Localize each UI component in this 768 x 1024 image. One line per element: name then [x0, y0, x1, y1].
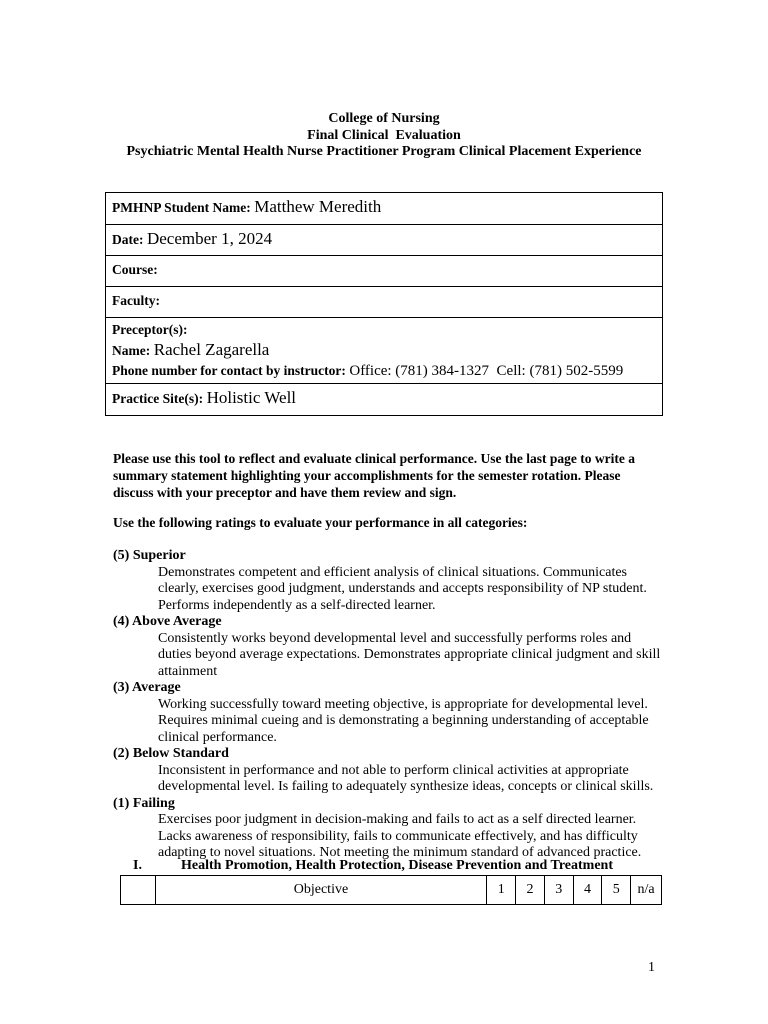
rating-description-line: Lacks awareness of responsibility, fails to communicate effectively, and has difficulty — [158, 828, 638, 844]
rating-item — [113, 614, 665, 680]
student-name-row — [106, 193, 663, 225]
rating-heading: (4) Above Average — [113, 614, 222, 629]
objective-table — [120, 875, 662, 905]
instructions-paragraph: Please use this tool to reflect and evaluate clinical performance. Use the last page to write a summary statement highlighting your accomplishments for the semester rotation. Please discuss with your preceptor and have them review and sign. — [113, 451, 636, 500]
practice-site-value: Holistic Well — [206, 388, 297, 408]
rating-description — [113, 812, 665, 862]
rating-na-header: n/a — [631, 876, 662, 905]
student-name-value: Matthew Meredith — [254, 197, 382, 217]
section-title: Health Promotion, Health Protection, Disease Prevention and Treatment — [181, 858, 614, 873]
rating-item — [113, 796, 665, 862]
rating-description-line: adapting to novel situations. Not meeting the minimum standard of advanced practice. — [158, 845, 642, 860]
document-header — [0, 111, 768, 161]
rating-description-line: Demonstrates competent and efficient analysis of clinical situations. Communicates — [158, 564, 628, 580]
program-title: Psychiatric Mental Health Nurse Practitioner Program Clinical Placement Experience — [126, 144, 642, 159]
page-number: 1 — [648, 960, 655, 975]
objective-header-row — [121, 876, 662, 905]
preceptor-name-value: Rachel Zagarella — [153, 340, 270, 359]
course-row — [106, 256, 663, 287]
rating-description-line: Working successfully toward meeting objective, is appropriate for developmental level. — [158, 696, 648, 712]
rating-heading: (2) Below Standard — [113, 746, 229, 761]
rating-description — [113, 697, 665, 747]
rating-item — [113, 680, 665, 746]
rating-description-line: Requires minimal cueing and is demonstrating a beginning understanding of acceptable — [158, 713, 649, 728]
rating-description-line: clearly, exercises good judgment, understands and accepts responsibility of NP student. — [158, 581, 647, 596]
faculty-row — [106, 287, 663, 318]
preceptor-row — [106, 318, 663, 384]
section-number: I. — [133, 858, 142, 873]
ratings-list — [113, 548, 665, 862]
section-heading — [133, 858, 613, 875]
phone-label: Phone number for contact by instructor: — [112, 363, 346, 378]
preceptor-label: Preceptor(s): — [112, 322, 188, 337]
rating-item — [113, 746, 665, 796]
rating-description-line: developmental level. Is failing to adequately synthesize ideas, concepts or clinical skills. — [158, 779, 654, 794]
ratings-intro: Use the following ratings to evaluate your performance in all categories: — [113, 515, 528, 530]
rating-description — [113, 763, 665, 796]
faculty-label: Faculty: — [112, 293, 160, 309]
rating-item — [113, 548, 665, 614]
rating-description-line: duties beyond average expectations. Demonstrates appropriate clinical judgment and skill — [158, 647, 661, 662]
date-label: Date: — [112, 231, 144, 247]
objective-blank-cell — [121, 876, 156, 905]
rating-heading: (1) Failing — [113, 795, 175, 811]
rating-1-header: 1 — [487, 876, 516, 905]
objective-header: Objective — [155, 876, 487, 905]
rating-description-line: Inconsistent in performance and not able to perform clinical activities at appropriate — [158, 762, 629, 778]
student-name-label: PMHNP Student Name: — [112, 200, 251, 216]
student-info-table — [105, 192, 663, 416]
rating-description-line: Performs independently as a self-directed learner. — [158, 597, 436, 613]
rating-5-header: 5 — [602, 876, 631, 905]
rating-2-header: 2 — [516, 876, 545, 905]
rating-description — [113, 631, 665, 681]
rating-description — [113, 565, 665, 615]
rating-description-line: clinical performance. — [158, 729, 277, 745]
rating-heading: (3) Average — [113, 680, 181, 695]
course-label: Course: — [112, 262, 158, 278]
rating-4-header: 4 — [573, 876, 602, 905]
date-row — [106, 225, 663, 256]
phone-value: Office: (781) 384-1327 Cell: (781) 502-5599 — [349, 363, 624, 379]
practice-site-row — [106, 384, 663, 416]
rating-description-line: attainment — [158, 663, 218, 679]
rating-heading: (5) Superior — [113, 548, 186, 563]
evaluation-title: Final Clinical Evaluation — [307, 127, 461, 143]
date-value: December 1, 2024 — [146, 228, 273, 248]
rating-description-line: Consistently works beyond developmental level and successfully performs roles and — [158, 630, 632, 646]
preceptor-name-label: Name: — [112, 343, 151, 358]
rating-description-line: Exercises poor judgment in decision-making and fails to act as a self directed learner. — [158, 812, 637, 827]
college-title: College of Nursing — [328, 111, 440, 126]
rating-3-header: 3 — [544, 876, 573, 905]
practice-site-label: Practice Site(s): — [112, 391, 204, 407]
